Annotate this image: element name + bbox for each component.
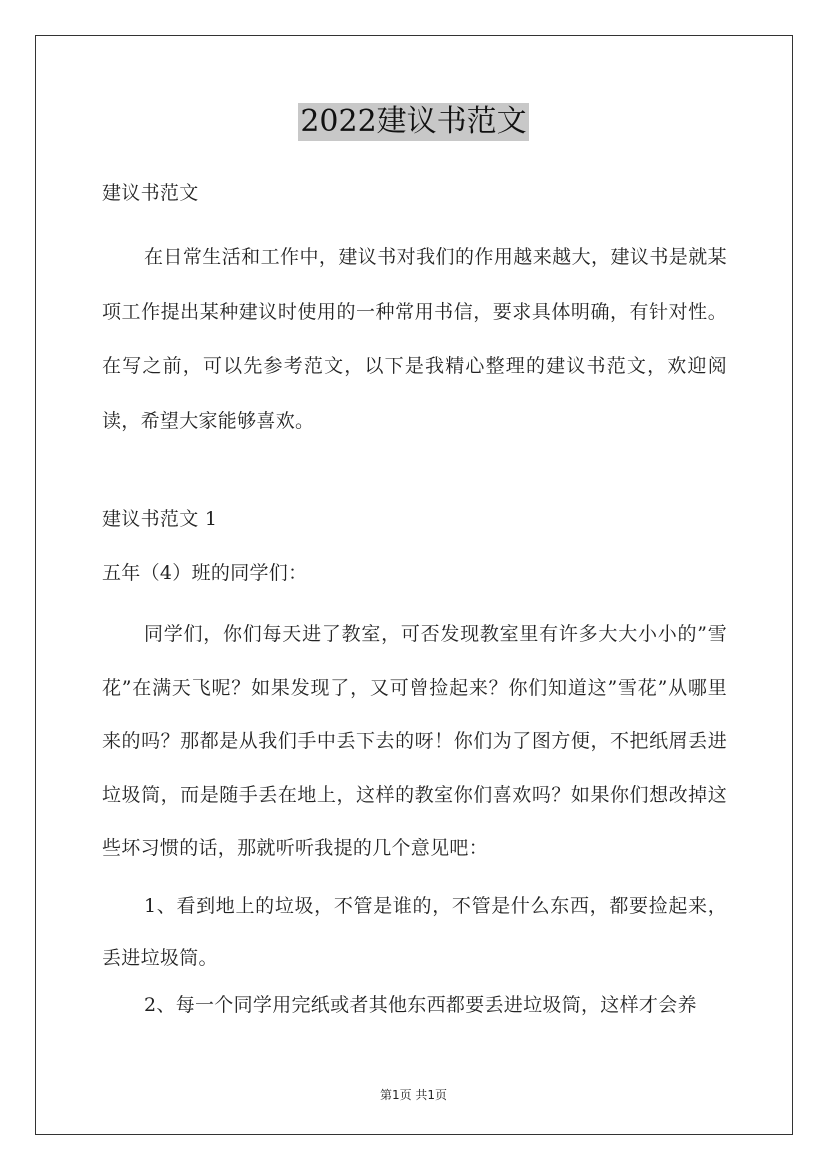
page-footer: 第1页 共1页 bbox=[379, 1088, 448, 1102]
intro-block bbox=[102, 230, 727, 448]
point-1: 1、看到地上的垃圾，不管是谁的，不管是什么东西，都要捡起来，丢进垃圾筒。 bbox=[102, 895, 727, 969]
salutation: 五年（4）班的同学们： bbox=[102, 562, 308, 584]
title-container bbox=[0, 103, 827, 141]
point-2: 2、每一个同学用完纸或者其他东西都要丢进垃圾筒，这样才会养 bbox=[144, 994, 697, 1016]
subheading: 建议书范文 bbox=[102, 182, 199, 204]
intro-paragraph: 在日常生活和工作中，建议书对我们的作用越来越大，建议书是就某项工作提出某种建议时使用的一种常用书信，要求具体明确，有针对性。在写之前，可以先参考范文，以下是我精心整理的建议书范文，欢迎阅读，希望大家能够喜欢。 bbox=[102, 246, 727, 432]
subheading-block bbox=[102, 178, 727, 208]
salutation-block bbox=[102, 558, 727, 588]
body-paragraph-block bbox=[102, 608, 727, 876]
body-paragraph: 同学们，你们每天进了教室，可否发现教室里有许多大大小小的”雪花”在满天飞呢？如果发现了，又可曾捡起来？你们知道这”雪花”从哪里来的吗？那都是从我们手中丢下去的呀！你们为了图方便，不把纸屑丢进垃圾筒，而是随手丢在地上，这样的教室你们喜欢吗？如果你们想改掉这些坏习惯的话，那就听听我提的几个意见吧： bbox=[102, 623, 727, 859]
point2-block bbox=[102, 990, 727, 1020]
document-title: 2022建议书范文 bbox=[300, 104, 527, 139]
section-heading-block bbox=[102, 504, 727, 534]
point1-block bbox=[102, 880, 727, 984]
section-heading: 建议书范文 1 bbox=[102, 508, 218, 530]
